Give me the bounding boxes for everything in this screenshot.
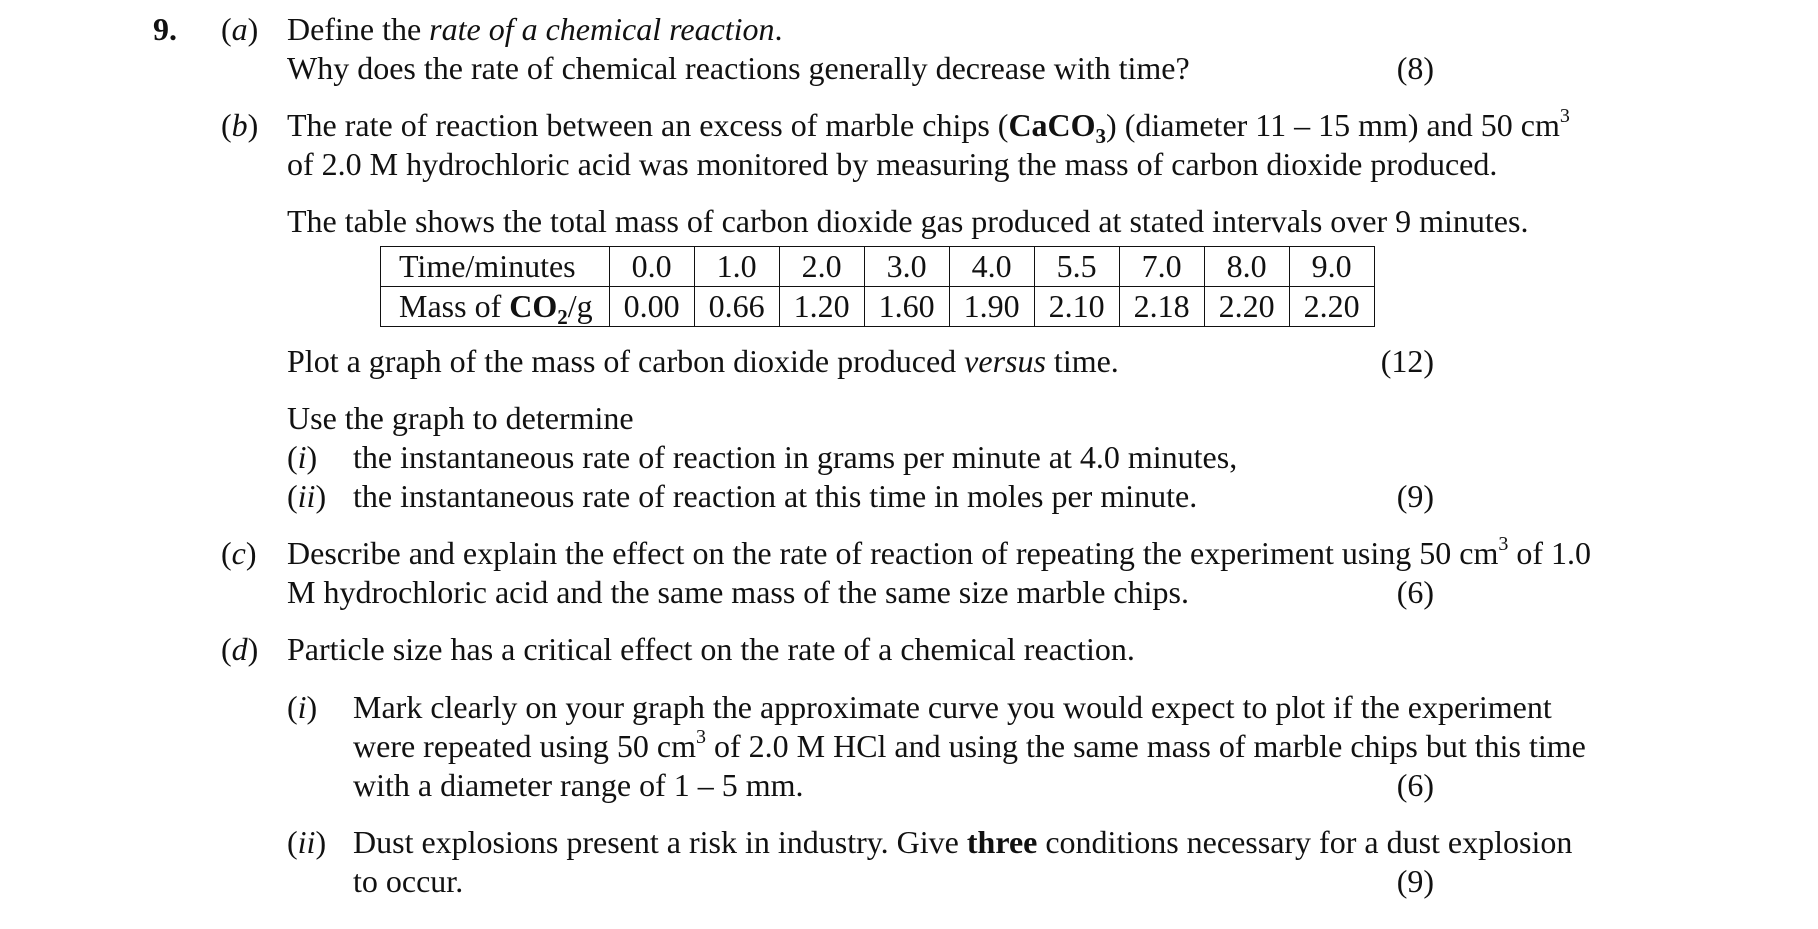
mass-cell: 2.18 (1119, 287, 1204, 327)
part-c-marks: (6) (1396, 574, 1434, 610)
part-d-ii-marks: (9) (1396, 863, 1434, 899)
time-cell: 0.0 (609, 247, 694, 287)
part-b-ii-marks: (9) (1396, 478, 1434, 514)
mass-cell: 0.00 (609, 287, 694, 327)
part-b-line2: of 2.0 M hydrochloric acid was monitored by measuring the mass of carbon dioxide produced. (287, 146, 1498, 182)
time-cell: 3.0 (864, 247, 949, 287)
part-a-line1: Define the rate of a chemical reaction. (287, 11, 783, 47)
part-d-i-line1: Mark clearly on your graph the approximate curve you would expect to plot if the experiment (353, 689, 1552, 725)
mass-cell: 1.20 (779, 287, 864, 327)
mass-cell: 2.20 (1289, 287, 1374, 327)
table-row-time (381, 247, 1375, 287)
mass-cell: 0.66 (694, 287, 779, 327)
part-c-label: (c) (221, 535, 257, 571)
time-cell: 4.0 (949, 247, 1034, 287)
mass-cell: 1.60 (864, 287, 949, 327)
part-c-line2: M hydrochloric acid and the same mass of the same size marble chips. (287, 574, 1189, 610)
part-a-label: (a) (221, 11, 259, 47)
part-d-i-marks: (6) (1396, 767, 1434, 803)
part-b-i-label: (i) (287, 439, 318, 475)
part-d-label: (d) (221, 631, 259, 667)
time-cell: 2.0 (779, 247, 864, 287)
question-number: 9. (153, 11, 177, 47)
part-d-i-label: (i) (287, 689, 318, 725)
part-d-i-line2: were repeated using 50 $cm^3$ of 2.0 M HCl and using the same mass of marble chips but this time (353, 726, 1586, 764)
time-cell: 7.0 (1119, 247, 1204, 287)
part-b-ii-text: the instantaneous rate of reaction at this time in moles per minute. (353, 478, 1198, 514)
data-table (380, 246, 1375, 327)
plot-instruction: Plot a graph of the mass of carbon dioxide produced versus time. (287, 343, 1119, 379)
use-graph: Use the graph to determine (287, 400, 634, 436)
mass-header: Mass of $CO_2/g$ (381, 287, 610, 327)
emphasis-three: three (966, 824, 1038, 860)
part-c-line1: Describe and explain the effect on the rate of reaction of repeating the experiment using 50 $cm^3$ of 1.0 (287, 533, 1592, 571)
time-cell: 8.0 (1204, 247, 1289, 287)
part-a-term: rate of a chemical reaction (429, 11, 775, 47)
plot-marks: (12) (1380, 343, 1434, 379)
time-cell: 1.0 (694, 247, 779, 287)
part-b-ii-label: (ii) (287, 478, 327, 514)
part-d-ii-line2: to occur. (353, 863, 464, 899)
part-d-ii-line1: Dust explosions present a risk in industry. Give three conditions necessary for a dust explosion (353, 824, 1573, 860)
mass-cell: 2.20 (1204, 287, 1289, 327)
part-d-line1: Particle size has a critical effect on the rate of a chemical reaction. (287, 631, 1135, 667)
table-row-mass (381, 287, 1375, 327)
table-intro: The table shows the total mass of carbon dioxide gas produced at stated intervals over 9 minutes. (287, 203, 1529, 239)
mass-cell: 2.10 (1034, 287, 1119, 327)
part-b-i-text: the instantaneous rate of reaction in grams per minute at 4.0 minutes, (353, 439, 1238, 475)
time-cell: 9.0 (1289, 247, 1374, 287)
part-b-formula: CaCO$_3$ (1008, 107, 1107, 148)
part-d-i-line3: with a diameter range of 1 – 5 mm. (353, 767, 804, 803)
part-d-ii-label: (ii) (287, 824, 327, 860)
time-cell: 5.5 (1034, 247, 1119, 287)
part-a-marks: (8) (1396, 50, 1434, 86)
part-a-line2: Why does the rate of chemical reactions generally decrease with time? (287, 50, 1190, 86)
time-header: Time/minutes (381, 247, 610, 287)
part-b-line1: The rate of reaction between an excess of marble chips (CaCO$_3$) (diameter 11 – 15 mm) and 50 $cm^3$ (287, 105, 1570, 148)
mass-cell: 1.90 (949, 287, 1034, 327)
part-b-label: (b) (221, 107, 259, 143)
